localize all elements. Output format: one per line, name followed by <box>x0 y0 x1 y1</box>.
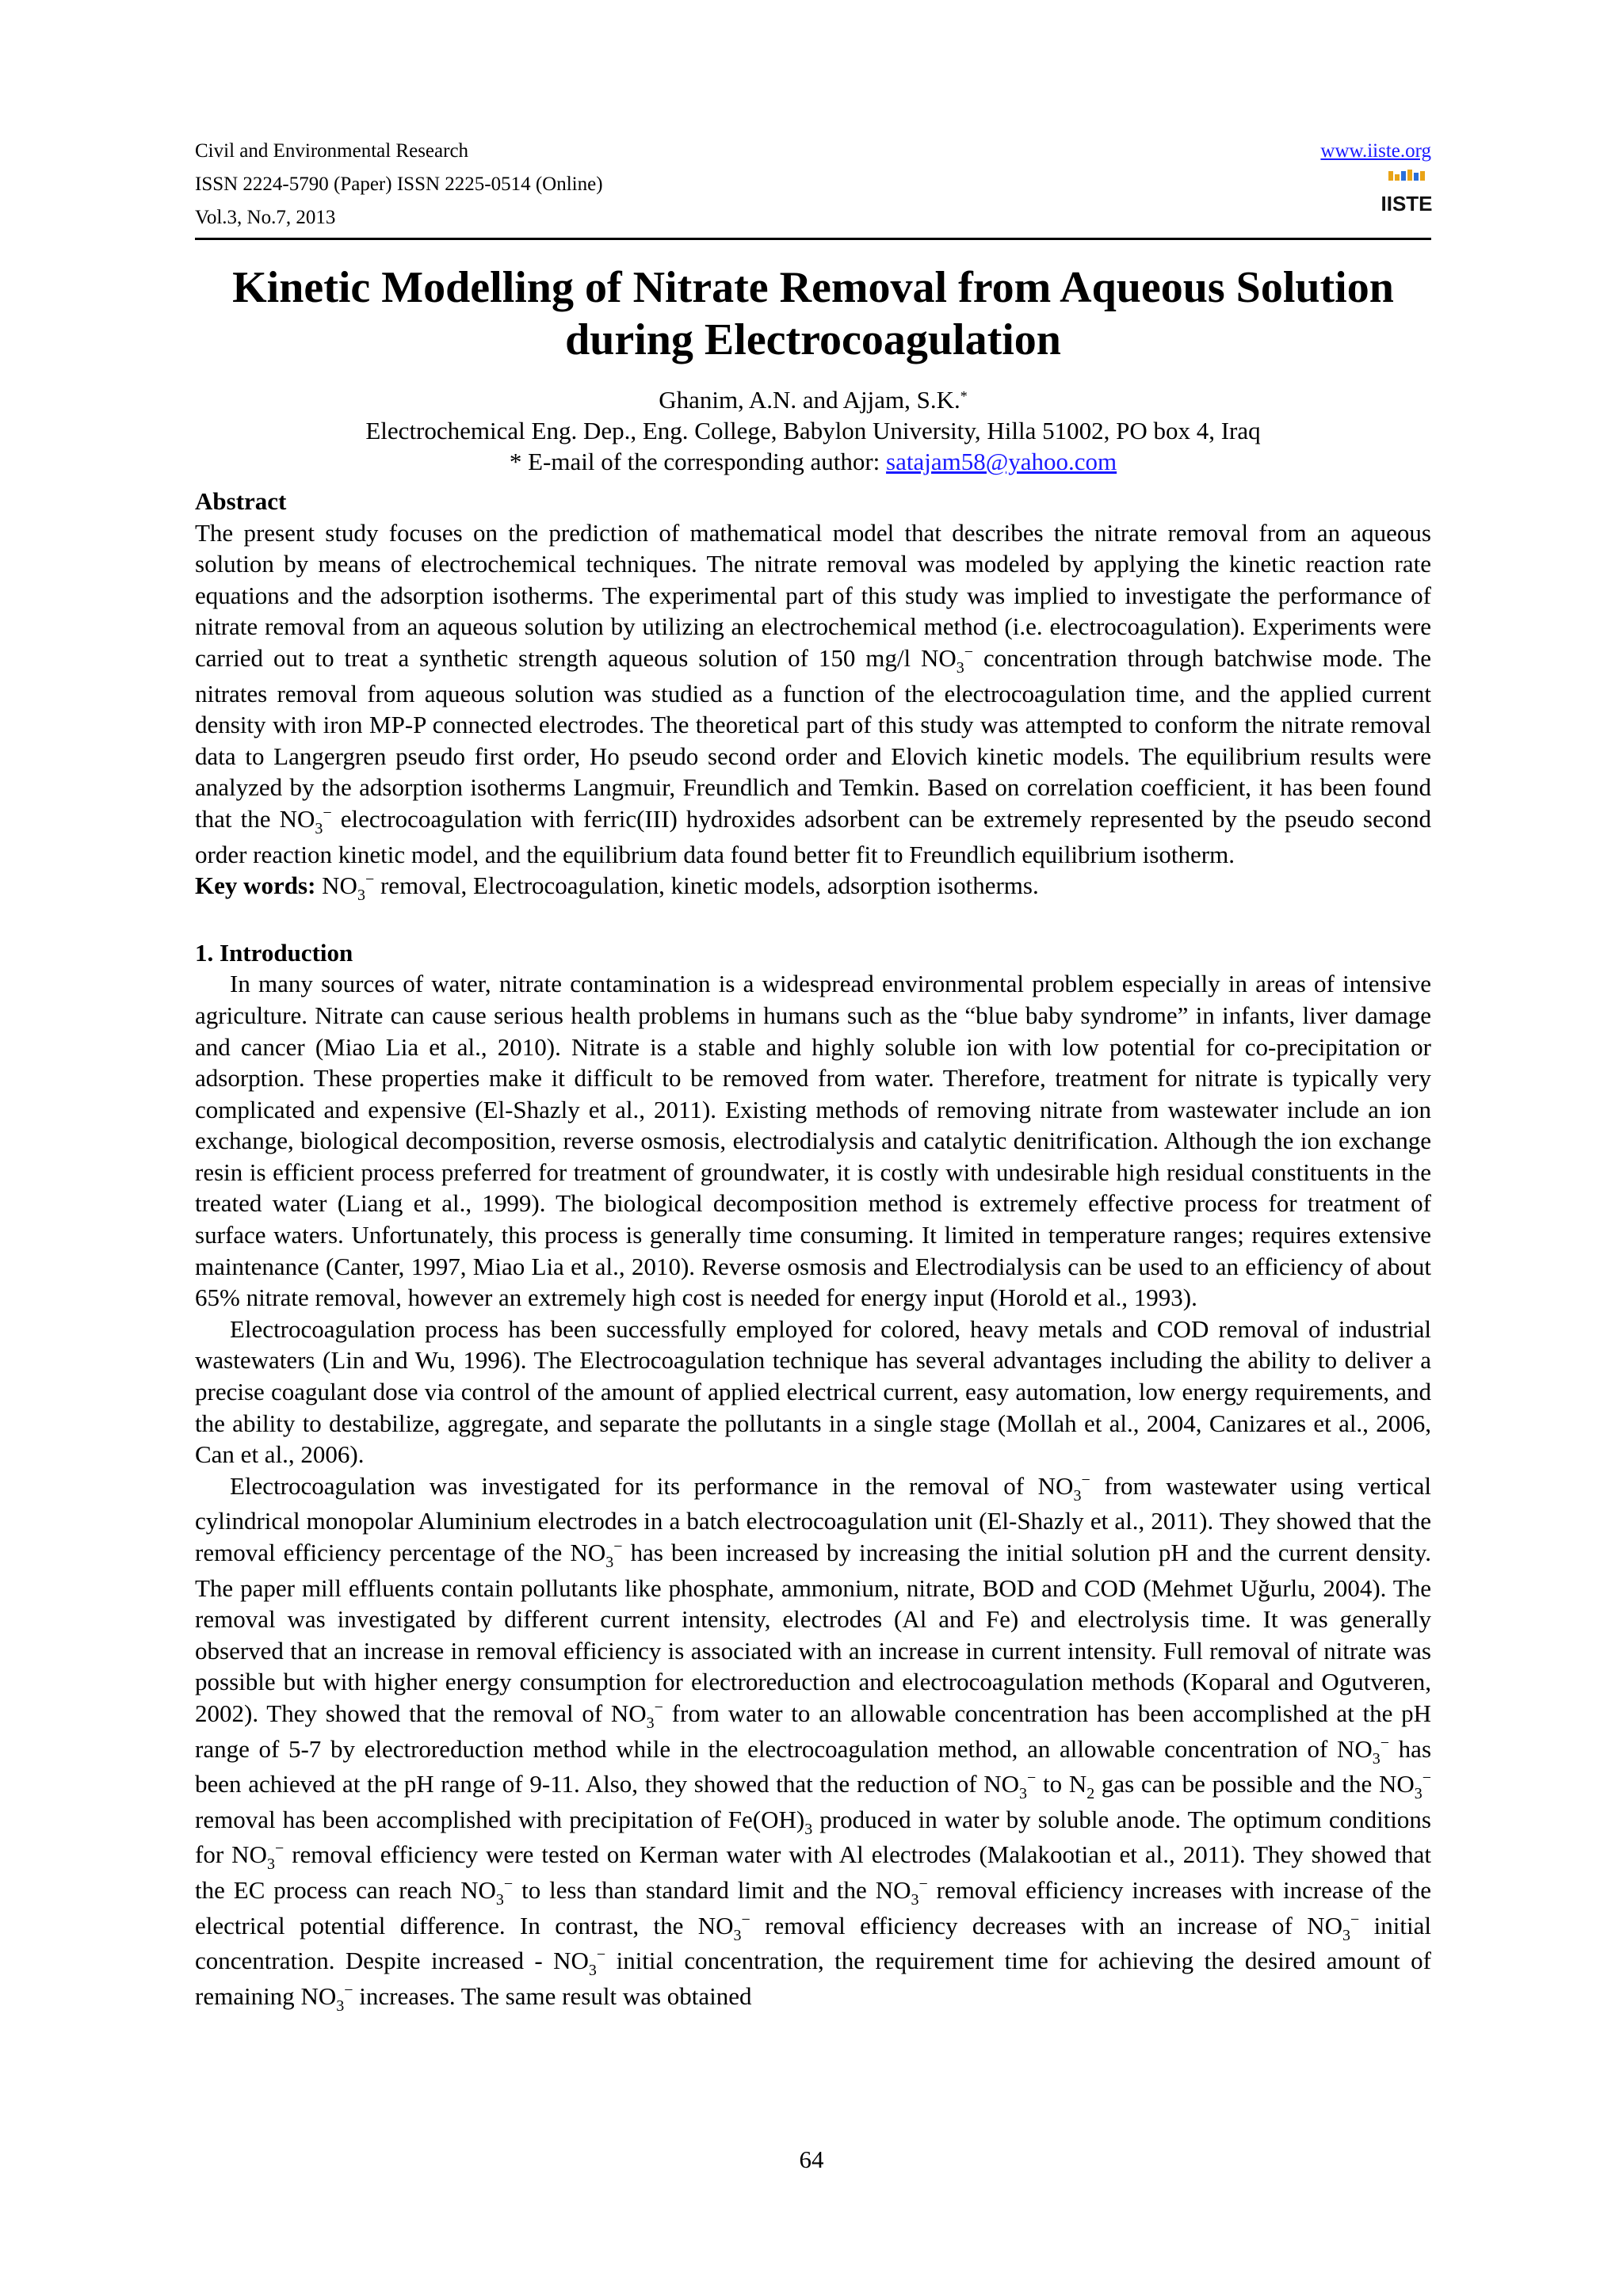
iiste-logo <box>1381 170 1433 220</box>
corresponding-mark: * <box>960 388 968 404</box>
title-line-1: Kinetic Modelling of Nitrate Removal from Aqueous Solution <box>232 263 1394 312</box>
journal-site-link[interactable]: www.iiste.org <box>1320 140 1431 162</box>
paper-title <box>195 261 1431 366</box>
formula-no3: $NO_3^-$ <box>570 1538 623 1571</box>
volume-line: Vol.3, No.7, 2013 <box>195 207 336 228</box>
email-label: * E-mail of the corresponding author: <box>509 448 887 475</box>
formula-no3: $NO_3^-$ <box>983 1769 1037 1803</box>
formula-no3: $NO_3^-$ <box>300 1981 353 2015</box>
intro-paragraph-3: Electrocoagulation was investigated for its performance in the removal of $NO_3^-$ from wastewater using vertical cylindrical monopolar Aluminium electrodes in a batch electrocoagulation unit (El-Shazly et al., 2011). They showed that the removal efficiency percentage of the $NO_3^-$ has been increased by increasing the initial solution pH and the current density. The paper mill effluents contain pollutants like phosphate, ammonium, nitrate, BOD and COD (Mehmet Uğurlu, 2004). The removal was investigated by different current intensity, electrodes (Al and Fe) and electrolysis time. It was generally observed that an increase in removal efficiency is associated with an increase in current intensity. Full removal of nitrate was possible but with higher energy consumption for electroreduction and electrocoagulation methods (Koparal and Ogutveren, 2002). They showed that the removal of $NO_3^-$ from water to an allowable concentration has been accomplished at the pH range of 5-7 by electroreduction method while in the electrocoagulation method, an allowable concentration of $NO_3^-$ has been achieved at the pH range of 9-11. Also, they showed that the reduction of $NO_3^-$ to $N_2$ gas can be possible and the $NO_3^-$ removal has been accomplished with precipitation of $Fe(OH)_3$ produced in water by soluble anode. The optimum conditions for $NO_3^-$ removal efficiency were tested on Kerman water with Al electrodes (Malakootian et al., 2011). They showed that the EC process can reach $NO_3^-$ to less than standard limit and the $NO_3^-$ removal efficiency increases with increase of the electrical potential difference. In contrast, the $NO_3^-$ removal efficiency decreases with an increase of $NO_3^-$ initial concentration. Despite increased - $NO_3^-$ initial concentration, the requirement time for achieving the desired amount of remaining $NO_3^-$ increases. The same result was obtained <box>195 1470 1432 2015</box>
formula-no3: $NO_3^-$ <box>322 871 375 905</box>
formula-no3: $NO_3^-$ <box>1336 1733 1390 1768</box>
article-body <box>195 486 1431 2016</box>
affiliation: Electrochemical Eng. Dep., Eng. College, Babylon University, Hilla 51002, PO box 4, Iraq <box>365 417 1261 444</box>
header-rule <box>195 238 1431 240</box>
formula-no3: $NO_3^-$ <box>553 1946 606 1980</box>
author-block <box>195 384 1431 477</box>
intro-paragraph-1: In many sources of water, nitrate contamination is a widespread environmental problem especially in areas of intensive agriculture. Nitrate can cause serious health problems in humans such as the “blue baby syndrome” in infants, liver damage and cancer (Miao Lia et al., 2010). Nitrate is a stable and highly soluble ion with low potential for co-precipitation or adsorption. These properties make it difficult to be removed from water. Therefore, treatment for nitrate is typically very complicated and expensive (El-Shazly et al., 2011). Existing methods of removing nitrate from wastewater include an ion exchange, biological decomposition, reverse osmosis, electrodialysis and catalytic denitrification. Although the ion exchange resin is efficient process preferred for treatment of groundwater, it is costly with undesirable high residual constituents in the treated water (Liang et al., 1999). The biological decomposition method is extremely effective process for treatment of surface waters. Unfortunately, this process is generally time consuming. It limited in temperature ranges; requires extensive maintenance (Canter, 1997, Miao Lia et al., 2010). Reverse osmosis and Electrodialysis can be used to an efficiency of about 65% nitrate removal, however an extremely high cost is needed for energy input (Horold et al., 1993). <box>195 970 1431 1312</box>
formula-no3: $NO_3^-$ <box>279 803 332 837</box>
formula-no3: $NO_3^-$ <box>1037 1470 1090 1505</box>
running-header <box>195 135 1431 235</box>
issn-line: ISSN 2224-5790 (Paper) ISSN 2225-0514 (Online) <box>195 174 603 195</box>
title-line-2: during Electrocoagulation <box>565 315 1061 364</box>
abstract-text: The present study focuses on the prediction of mathematical model that describes the nitrate removal from an aqueous solution by means of electrochemical techniques. The nitrate removal was modeled by applying the kinetic reaction rate equations and the adsorption isotherms. The experimental part of this study was implied to investigate the performance of nitrate removal from an aqueous solution by utilizing an electrochemical method (i.e. electrocoagulation). Experiments were carried out to treat a synthetic strength aqueous solution of 150 mg/l $NO_3^-$ concentration through batchwise mode. The nitrates removal from aqueous solution was studied as a function of the electrocoagulation time, and the applied current density with iron MP-P connected electrodes. The theoretical part of this study was attempted to conform the nitrate removal data to Langergren pseudo first order, Ho pseudo second order and Elovich kinetic models. The equilibrium results were analyzed by the adsorption isotherms Langmuir, Freundlich and Temkin. Based on correlation coefficient, it has been found that the $NO_3^-$ electrocoagulation with ferric(III) hydroxides adsorbent can be extremely represented by the pseudo second order reaction kinetic model, and the equilibrium data found better fit to Freundlich equilibrium isotherm. <box>195 518 1432 868</box>
journal-name: Civil and Environmental Research <box>195 140 469 162</box>
intro-paragraph-2: Electrocoagulation process has been successfully employed for colored, heavy metals and COD removal of industrial wastewaters (Lin and Wu, 1996). The Electrocoagulation technique has several advantages including the ability to deliver a precise coagulant dose via control of the amount of applied electrical current, easy automation, low energy requirements, and the ability to destabilize, aggregate, and separate the pollutants in a single stage (Mollah et al., 2004, Canizares et al., 2006, Can et al., 2006). <box>195 1314 1431 1469</box>
email-row <box>195 446 1431 477</box>
formula-no3: $NO_3^-$ <box>1307 1910 1360 1944</box>
formula-no3: $NO_3^-$ <box>231 1840 285 1874</box>
section-gap <box>195 906 1431 937</box>
abstract-heading: Abstract <box>195 487 287 515</box>
logo-text: IISTE <box>1381 192 1433 215</box>
formula-no3: $NO_3^-$ <box>1378 1769 1431 1803</box>
keywords <box>195 870 1431 906</box>
formula-no3: $NO_3^-$ <box>875 1875 928 1909</box>
author-names-row <box>195 384 1431 415</box>
formula-no3: $NO_3^-$ <box>610 1698 663 1732</box>
author-names: Ghanim, A.N. and Ajjam, S.K. <box>659 386 960 414</box>
email-link[interactable]: satajam58@yahoo.com <box>886 448 1117 475</box>
introduction-heading: 1. Introduction <box>195 938 353 967</box>
formula-no3: $NO_3^-$ <box>697 1910 750 1944</box>
formula-no3: $NO_3^-$ <box>460 1875 514 1909</box>
formula-feoh3: $Fe(OH)_3$ <box>727 1805 813 1838</box>
keywords-text: removal, Electrocoagulation, kinetic models, adsorption isotherms. <box>374 871 1039 900</box>
keywords-label: Key words: <box>195 871 316 900</box>
formula-no3: $NO_3^-$ <box>921 643 974 677</box>
formula-n2: $N_2$ <box>1068 1770 1095 1803</box>
page-number: 64 <box>799 2145 824 2173</box>
